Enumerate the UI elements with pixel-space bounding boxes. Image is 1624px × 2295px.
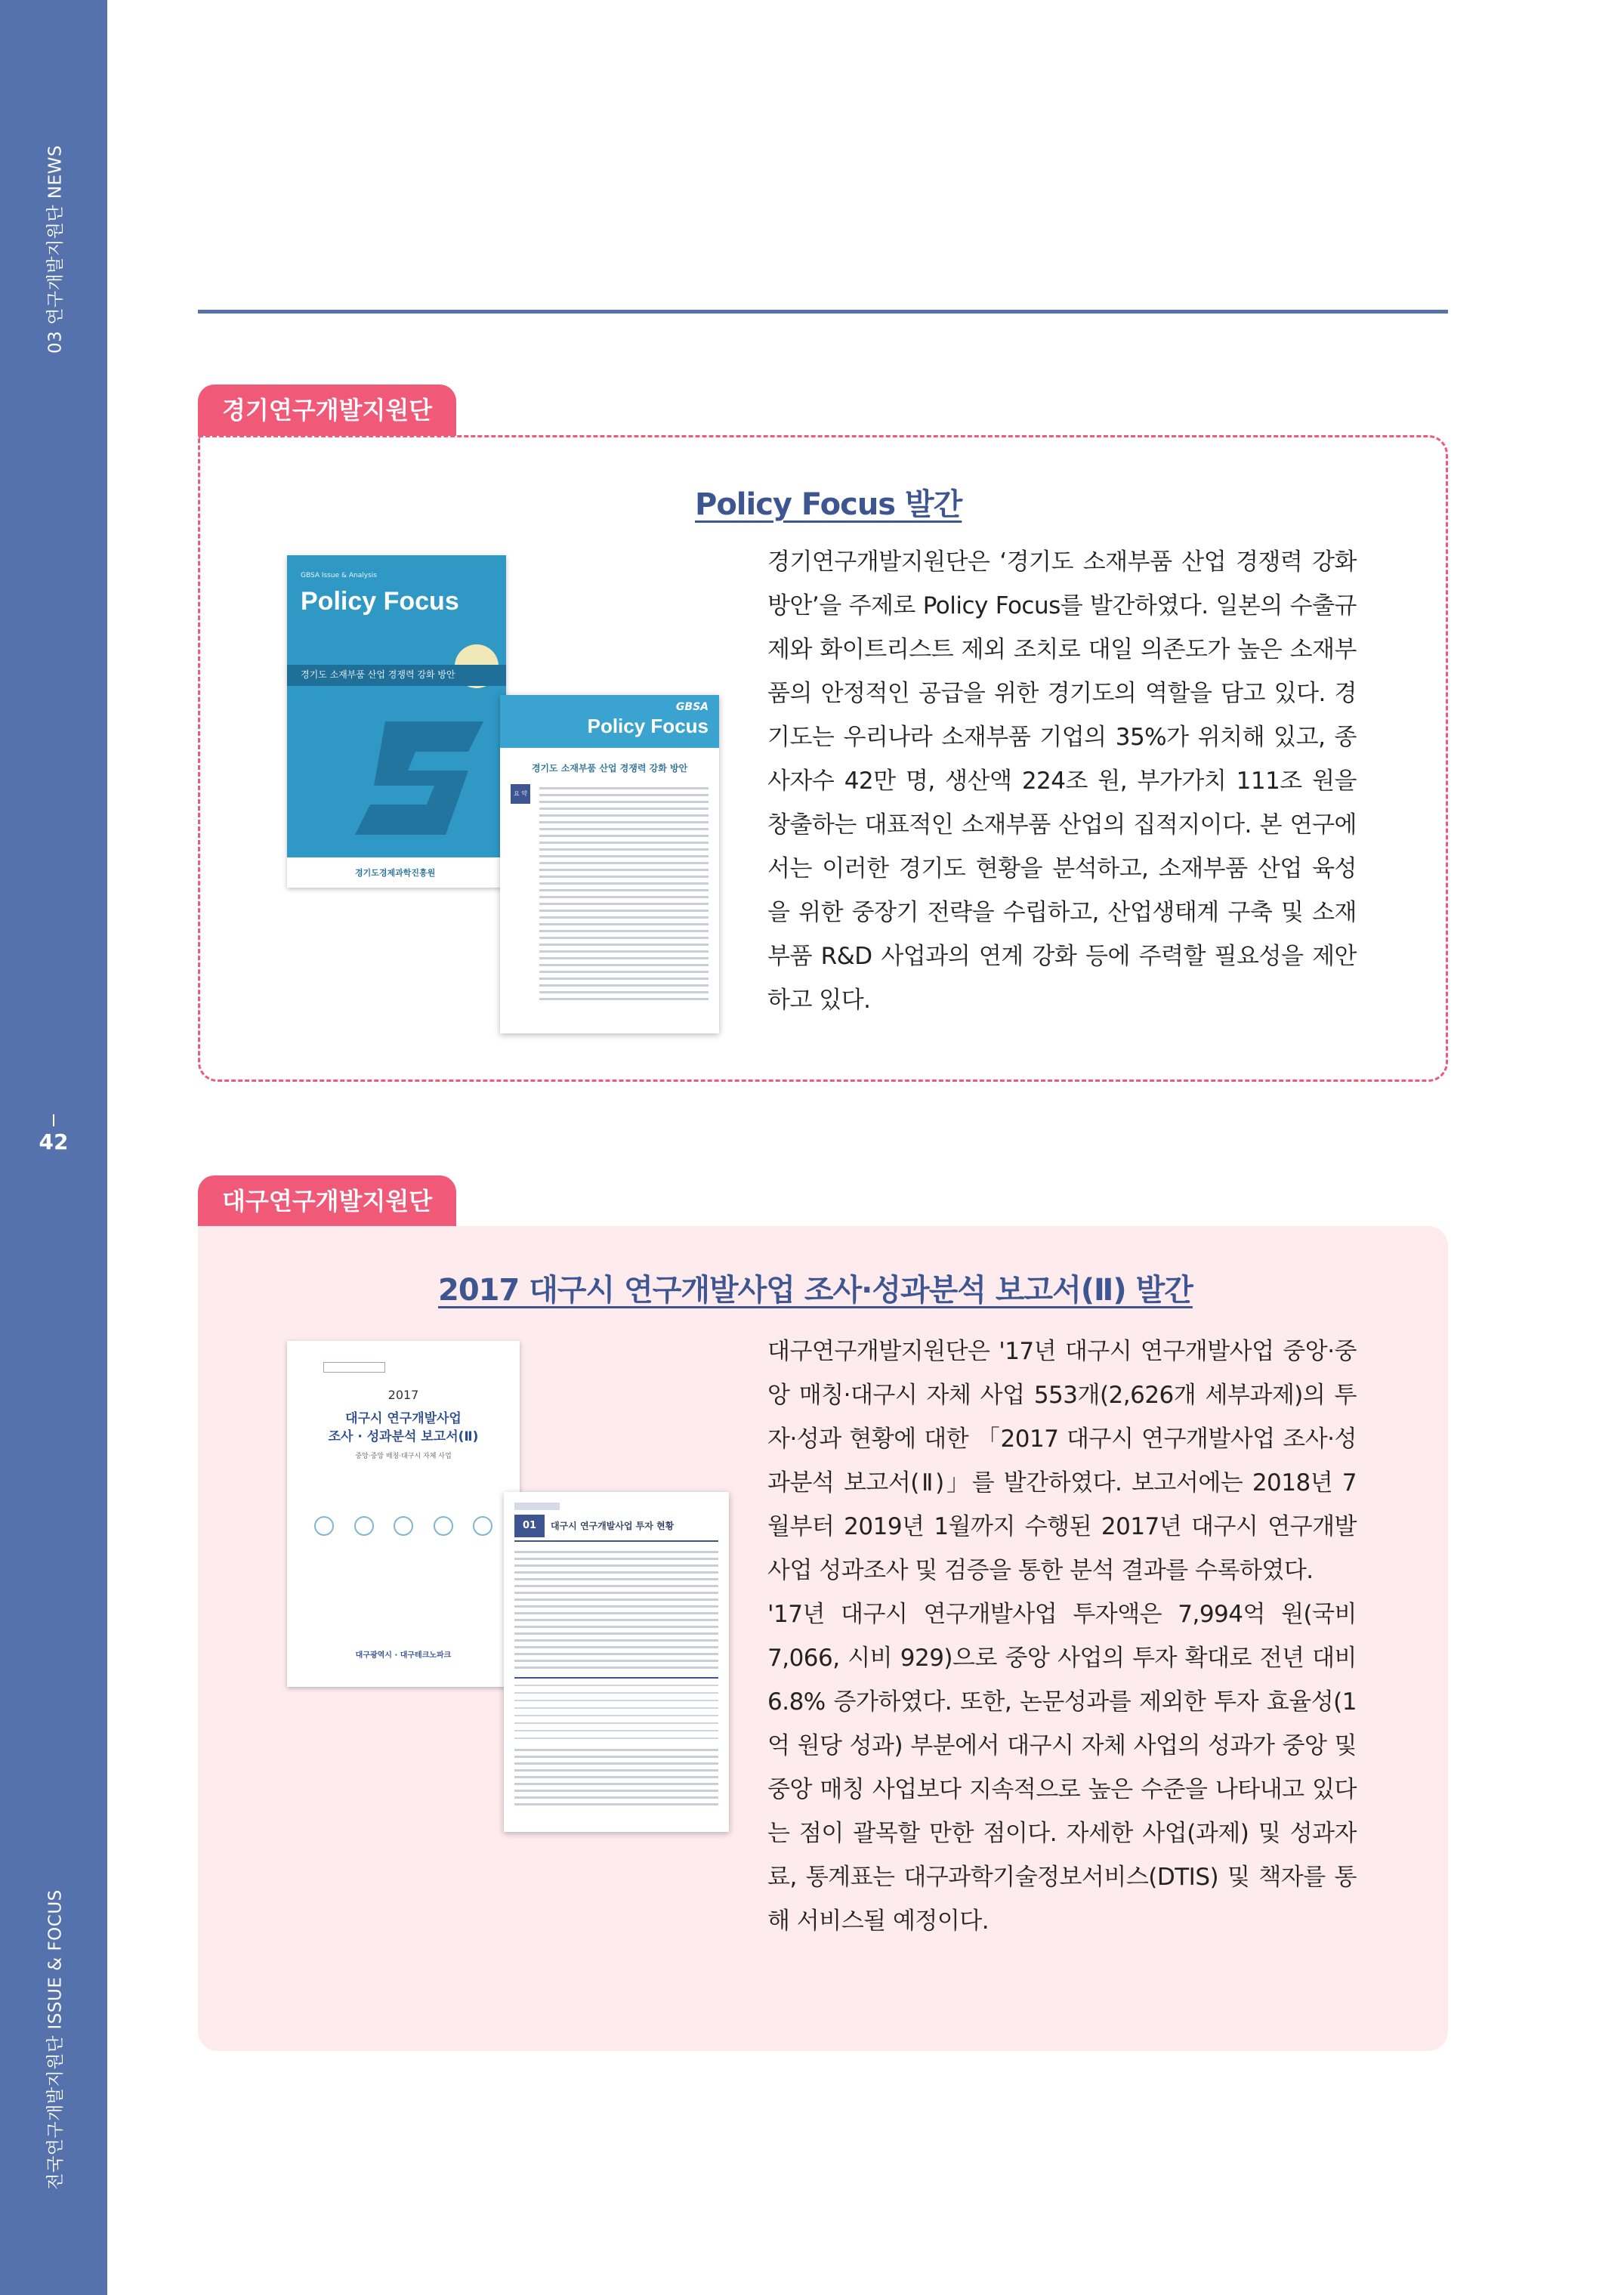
- section-tab-gyeonggi: 경기연구개발지원단: [198, 385, 456, 436]
- cover-subtitle: 경기도 소재부품 산업 경쟁력 강화 방안: [301, 669, 455, 680]
- sidebar-section-label: 03 연구개발지원단 NEWS: [45, 145, 66, 354]
- cover-publisher: 경기도경제과학진흥원: [355, 868, 436, 878]
- circle-icon: [434, 1516, 453, 1536]
- inner-page-top-tag: [514, 1503, 560, 1510]
- policy-focus-inner-page-image: [500, 695, 719, 1033]
- inner-page-text-lines: [539, 787, 709, 1005]
- section-body-daegu: [767, 1330, 1357, 1943]
- report-cover-icons: [314, 1516, 492, 1536]
- section-tab-daegu: 대구연구개발지원단: [198, 1175, 456, 1227]
- circle-icon: [354, 1516, 374, 1536]
- section-body-daegu-p1: 대구연구개발지원단은 '17년 대구시 연구개발사업 중앙·중앙 매칭·대구시 자체 사업 553개(2,626개 세부과제)의 투자·성과 현황에 대한 「2017 대구시 연구개발사업 조사·성과분석 보고서(Ⅱ)」를 발간하였다. 보고서에는 2018년 7월부터 2019년 1월까지 수행된 2017년 대구시 연구개발사업 성과조사 및 검증을 통한 분석 결과를 수록하였다.: [767, 1338, 1357, 1584]
- inner-page-title: Policy Focus: [587, 715, 709, 737]
- report-cover-subtitle: 중앙·중앙 매칭·대구시 자체 사업: [355, 1453, 452, 1460]
- report-cover-tag: [323, 1362, 385, 1373]
- inner-page-text-lines-lower: [514, 1749, 718, 1810]
- inner-page-text-lines: [514, 1551, 718, 1673]
- inner-page-rule: [514, 1540, 718, 1542]
- cover-title: Policy Focus: [301, 587, 459, 616]
- report-inner-page-image: [504, 1492, 729, 1832]
- cover-series-label: GBSA Issue & Analysis: [301, 572, 377, 579]
- page-number-tick: [53, 1114, 54, 1126]
- section-body-daegu-p2: '17년 대구시 연구개발사업 투자액은 7,994억 원(국비 7,066, 시비 929)으로 중앙 사업의 투자 확대로 전년 대비 6.8% 증가하였다. 또한, 논문성과를 제외한 투자 효율성(1억 원당 성과) 부분에서 대구시 자체 사업의 성과가 중앙 및 중앙 매칭 사업보다 지속적으로 높은 수준을 나타내고 있다는 점이 괄목할 만한 점이다. 자세한 사업(과제) 및 성과자료, 통계표는 대구과학기술정보서비스(DTIS) 및 책자를 통해 서비스될 예정이다.: [767, 1601, 1357, 1935]
- report-cover-year: 2017: [387, 1388, 419, 1402]
- circle-icon: [473, 1516, 492, 1536]
- report-cover-title-line1: 대구시 연구개발사업: [345, 1411, 462, 1426]
- inner-page-table: [514, 1677, 718, 1741]
- policy-focus-cover-image: [287, 555, 506, 888]
- circle-icon: [394, 1516, 413, 1536]
- inner-page-label: 요 약: [511, 784, 530, 804]
- header-rule: [198, 310, 1448, 314]
- report-cover-footer: 대구광역시 · 대구테크노파크: [355, 1651, 452, 1660]
- inner-page-brand: GBSA: [675, 701, 709, 713]
- report-cover-title-line2: 조사 · 성과분석 보고서(Ⅱ): [328, 1429, 479, 1444]
- inner-page-number: 01: [514, 1515, 545, 1537]
- inner-page-subtitle: 경기도 소재부품 산업 경쟁력 강화 방안: [531, 763, 688, 774]
- cover-graphic-icon: [355, 706, 506, 850]
- circle-icon: [314, 1516, 334, 1536]
- page-number: 42: [39, 1129, 69, 1154]
- section-title-daegu: 2017 대구시 연구개발사업 조사·성과분석 보고서(Ⅱ) 발간: [438, 1273, 1193, 1308]
- inner-page-title: 대구시 연구개발사업 투자 현황: [551, 1521, 675, 1531]
- report-cover-image: [287, 1341, 520, 1687]
- section-body-gyeonggi: 경기연구개발지원단은 ‘경기도 소재부품 산업 경쟁력 강화 방안’을 주제로 Policy Focus를 발간하였다. 일본의 수출규제와 화이트리스트 제외 조치로 대일 의존도가 높은 소재부품의 안정적인 공급을 위한 경기도의 역할을 담고 있다. 경기도는 우리나라 소재부품 기업의 35%가 위치해 있고, 종사자수 42만 명, 생산액 224조 원, 부가가치 111조 원을 창출하는 대표적인 소재부품 산업의 집적지이다. 본 연구에서는 이러한 경기도 현황을 분석하고, 소재부품 산업 육성을 위한 중장기 전략을 수립하고, 산업생태계 구축 및 소재부품 R&D 사업과의 연계 강화 등에 주력할 필요성을 제안하고 있다.: [767, 548, 1357, 1014]
- section-title-gyeonggi: Policy Focus 발간: [695, 487, 962, 522]
- sidebar-publication-label: 전국연구개발지원단 ISSUE & FOCUS: [45, 1889, 66, 2190]
